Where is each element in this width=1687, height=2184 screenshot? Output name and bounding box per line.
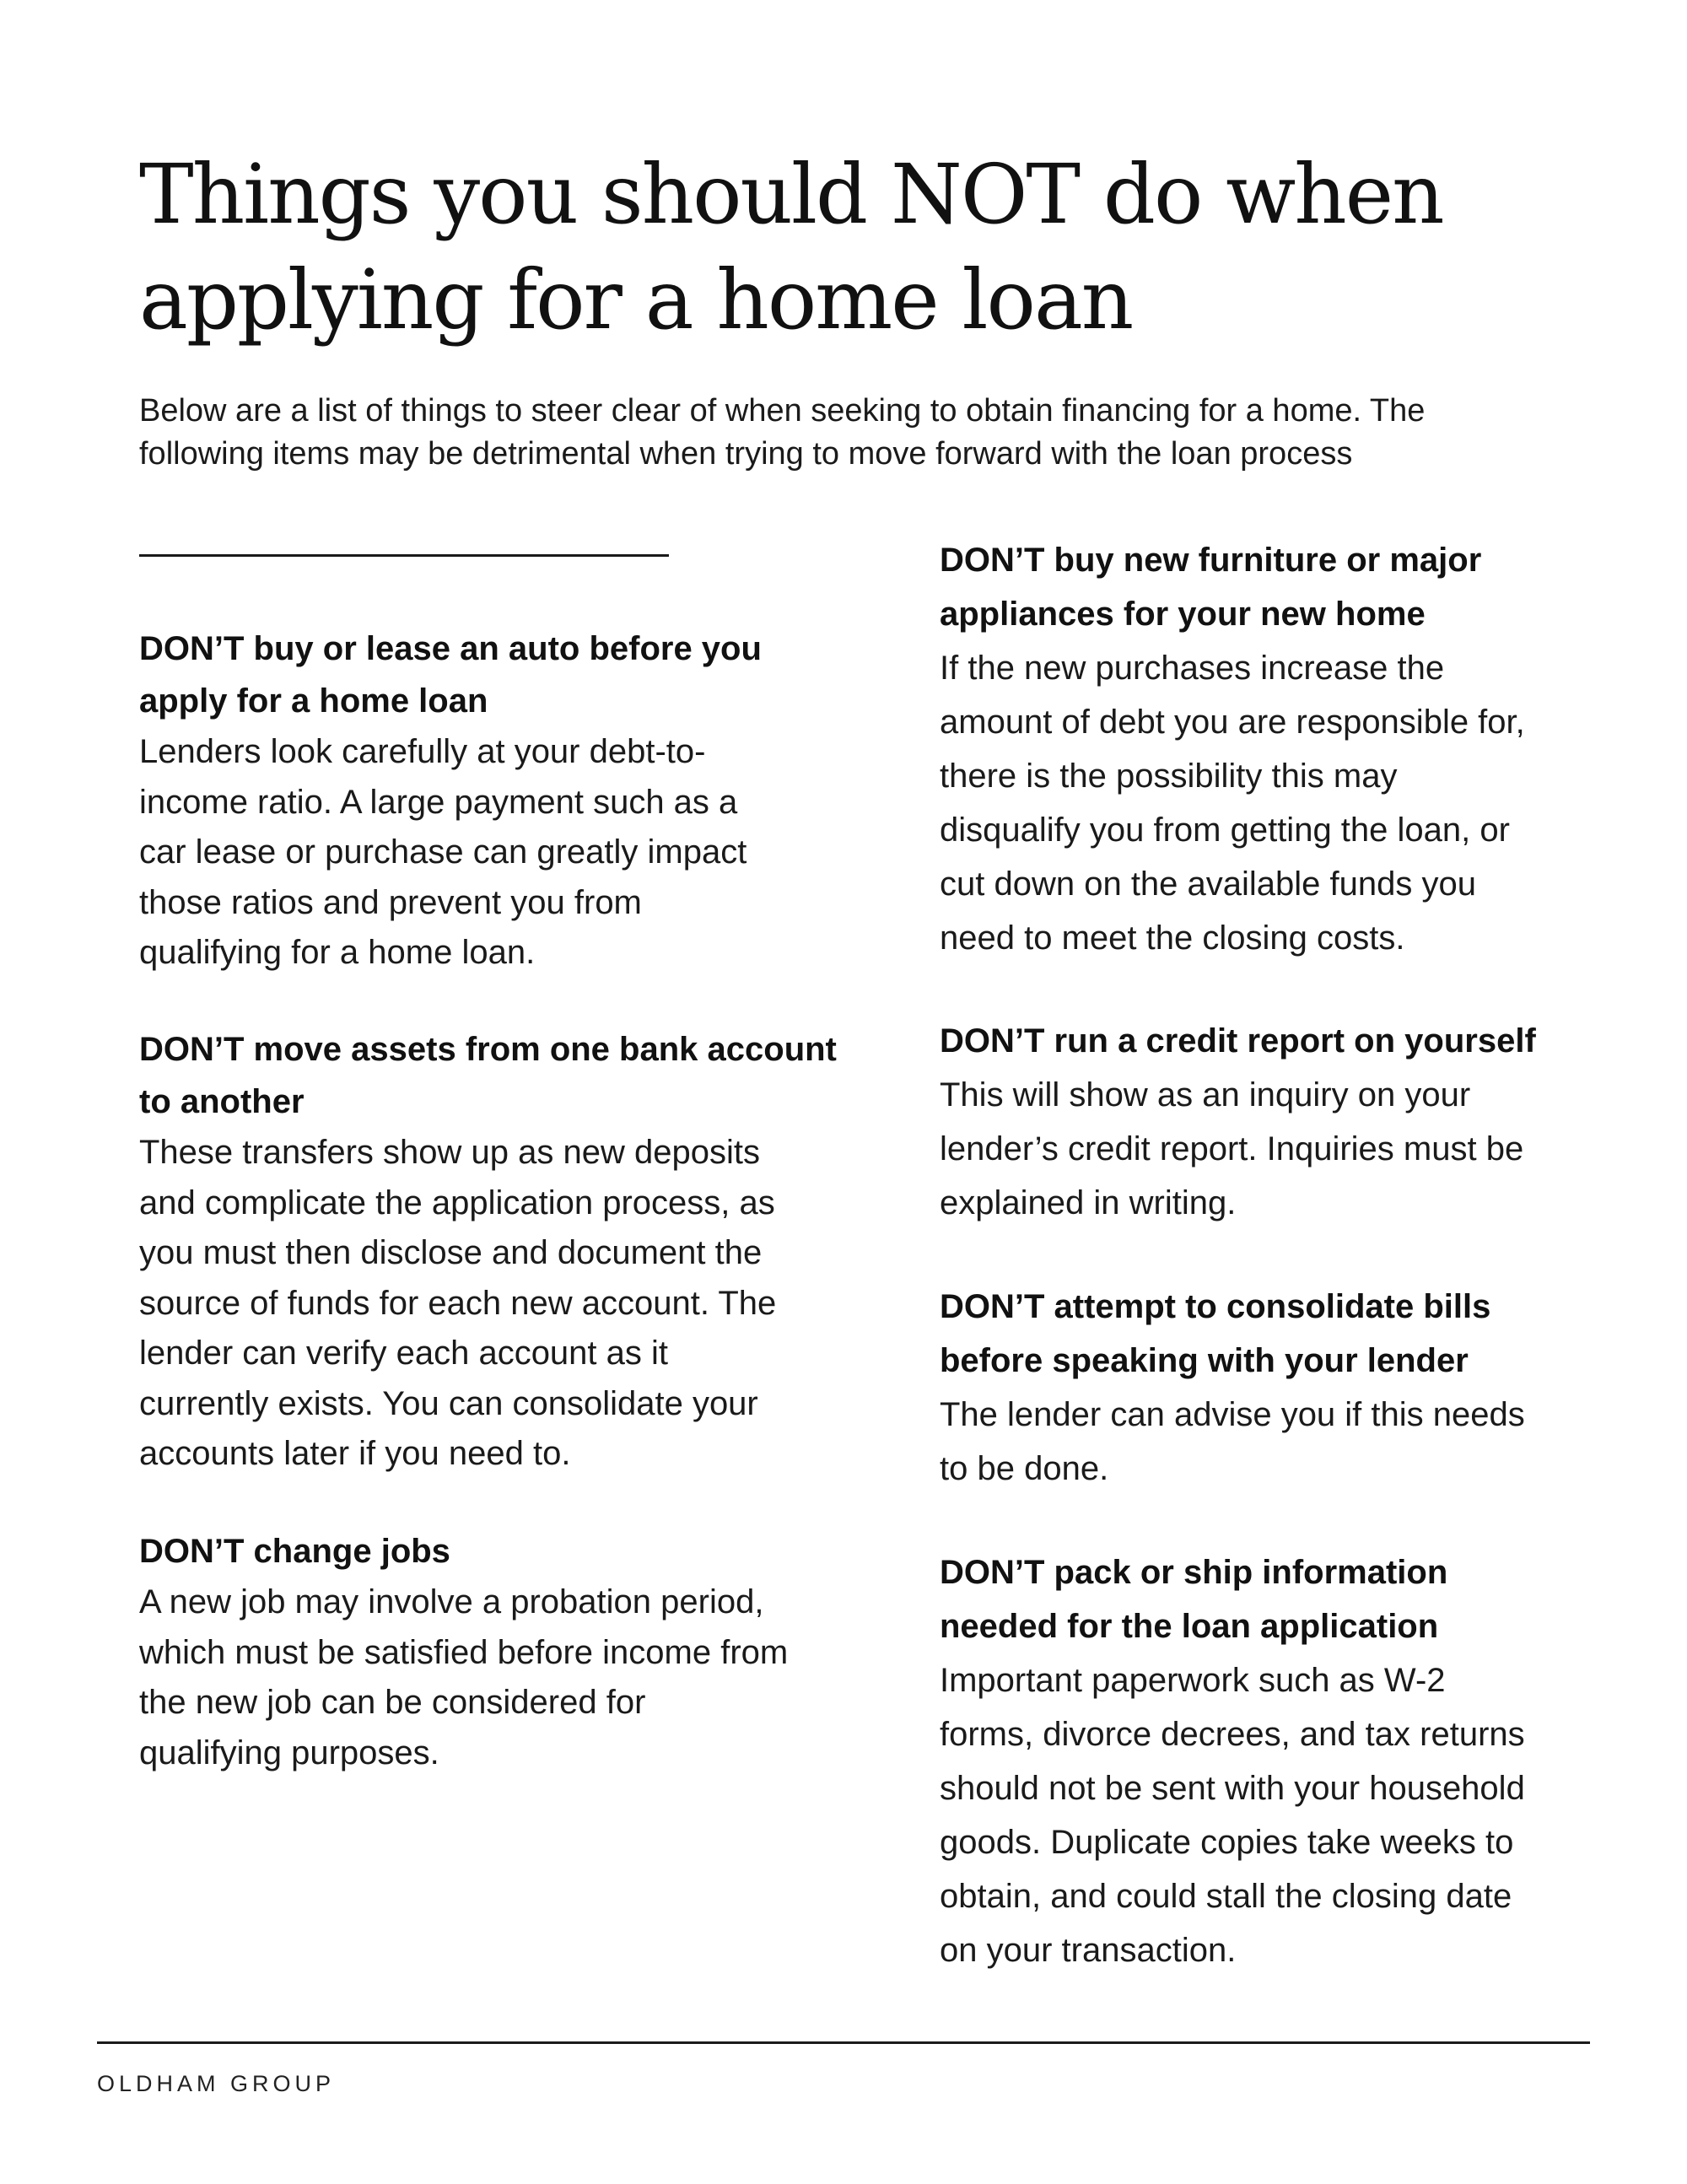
tip-body-line: those ratios and prevent you from <box>139 883 642 921</box>
tip-heading-line: DON’T move assets from one bank account <box>139 1031 837 1068</box>
tip-body-line: forms, divorce decrees, and tax returns <box>940 1716 1525 1753</box>
intro-line: Below are a list of things to steer clear of when seeking to obtain financing for a home. The <box>139 393 1426 429</box>
tip-body-line: cut down on the available funds you <box>940 866 1476 903</box>
tip-body-line: If the new purchases increase the <box>940 650 1445 687</box>
tip-body <box>940 1653 1525 1977</box>
tip-body-line: lender can verify each account as it <box>139 1335 669 1372</box>
tip-body-line: on your transaction. <box>940 1932 1237 1969</box>
tip-heading-line: DON’T run a credit report on yourself <box>940 1022 1536 1060</box>
tip-body-line: obtain, and could stall the closing date <box>940 1878 1512 1915</box>
tip-heading-line: before speaking with your lender <box>940 1342 1469 1379</box>
tip-heading-line: DON’T attempt to consolidate bills <box>940 1288 1491 1325</box>
tip-section <box>940 533 1525 965</box>
tip-heading-line: needed for the loan application <box>940 1608 1439 1645</box>
tip-body-line: This will show as an inquiry on your <box>940 1076 1471 1114</box>
tip-body-line: explained in writing. <box>940 1184 1237 1221</box>
footer-brand-name: OLDHAM GROUP <box>97 2071 336 2096</box>
tip-body-line: need to meet the closing costs. <box>940 919 1405 957</box>
tip-body-line: there is the possibility this may <box>940 758 1398 795</box>
tip-section <box>940 1014 1536 1230</box>
page-title-line: applying for a home loan <box>139 252 1133 348</box>
tip-body-line: Lenders look carefully at your debt-to- <box>139 733 706 770</box>
tip-body-line: the new job can be considered for <box>139 1684 646 1721</box>
tip-section <box>139 1023 837 1480</box>
tip-body-line: to be done. <box>940 1450 1109 1487</box>
tip-body-line: lender’s credit report. Inquiries must be <box>940 1130 1524 1167</box>
tip-body-line: income ratio. A large payment such as a <box>139 783 738 821</box>
intro-line: following items may be detrimental when trying to move forward with the loan process <box>139 436 1353 472</box>
tip-body-line: The lender can advise you if this needs <box>940 1396 1525 1433</box>
tip-body-line: source of funds for each new account. The <box>139 1284 777 1322</box>
tip-body-line: disqualify you from getting the loan, or <box>940 812 1510 849</box>
tip-heading-line: DON’T buy or lease an auto before you <box>139 630 762 667</box>
tip-body-line: currently exists. You can consolidate your <box>139 1384 758 1422</box>
tip-body <box>940 1068 1536 1230</box>
tip-section <box>139 623 762 979</box>
tip-body-line: should not be sent with your household <box>940 1770 1525 1807</box>
page-title-line: Things you should NOT do when <box>139 147 1443 242</box>
tip-body-line: A new job may involve a probation period, <box>139 1583 764 1620</box>
tip-heading-line: DON’T buy new furniture or major <box>940 542 1482 579</box>
tip-body <box>139 727 762 979</box>
tip-body-line: qualifying purposes. <box>139 1734 439 1771</box>
tip-body <box>139 1577 788 1778</box>
tip-heading-line: apply for a home loan <box>139 682 488 720</box>
tip-heading-line: DON’T pack or ship information <box>940 1554 1448 1591</box>
tip-body-line: These transfers show up as new deposits <box>139 1134 760 1171</box>
section-divider <box>139 554 669 557</box>
tip-body-line: accounts later if you need to. <box>139 1435 571 1472</box>
tip-body <box>940 1388 1525 1496</box>
page-title <box>139 142 1573 353</box>
tip-section <box>940 1545 1525 1977</box>
tip-body-line: qualifying for a home loan. <box>139 934 536 971</box>
tip-heading-line: to another <box>139 1083 305 1120</box>
tip-heading-line: appliances for your new home <box>940 596 1426 633</box>
tip-body-line: goods. Duplicate copies take weeks to <box>940 1824 1514 1861</box>
tip-body-line: Important paperwork such as W-2 <box>940 1662 1446 1699</box>
tip-body <box>940 641 1525 965</box>
tip-heading-line: DON’T change jobs <box>139 1533 450 1570</box>
tip-body-line: which must be satisfied before income from <box>139 1633 789 1671</box>
tip-body <box>139 1128 837 1480</box>
tip-body-line: and complicate the application process, as <box>139 1184 775 1221</box>
footer-divider <box>97 2041 1590 2044</box>
intro-paragraph <box>139 390 1590 476</box>
tip-body-line: amount of debt you are responsible for, <box>940 704 1525 741</box>
tip-body-line: you must then disclose and document the <box>139 1234 763 1271</box>
tip-section <box>139 1525 788 1778</box>
tip-body-line: car lease or purchase can greatly impact <box>139 833 747 871</box>
tip-section <box>940 1280 1525 1496</box>
